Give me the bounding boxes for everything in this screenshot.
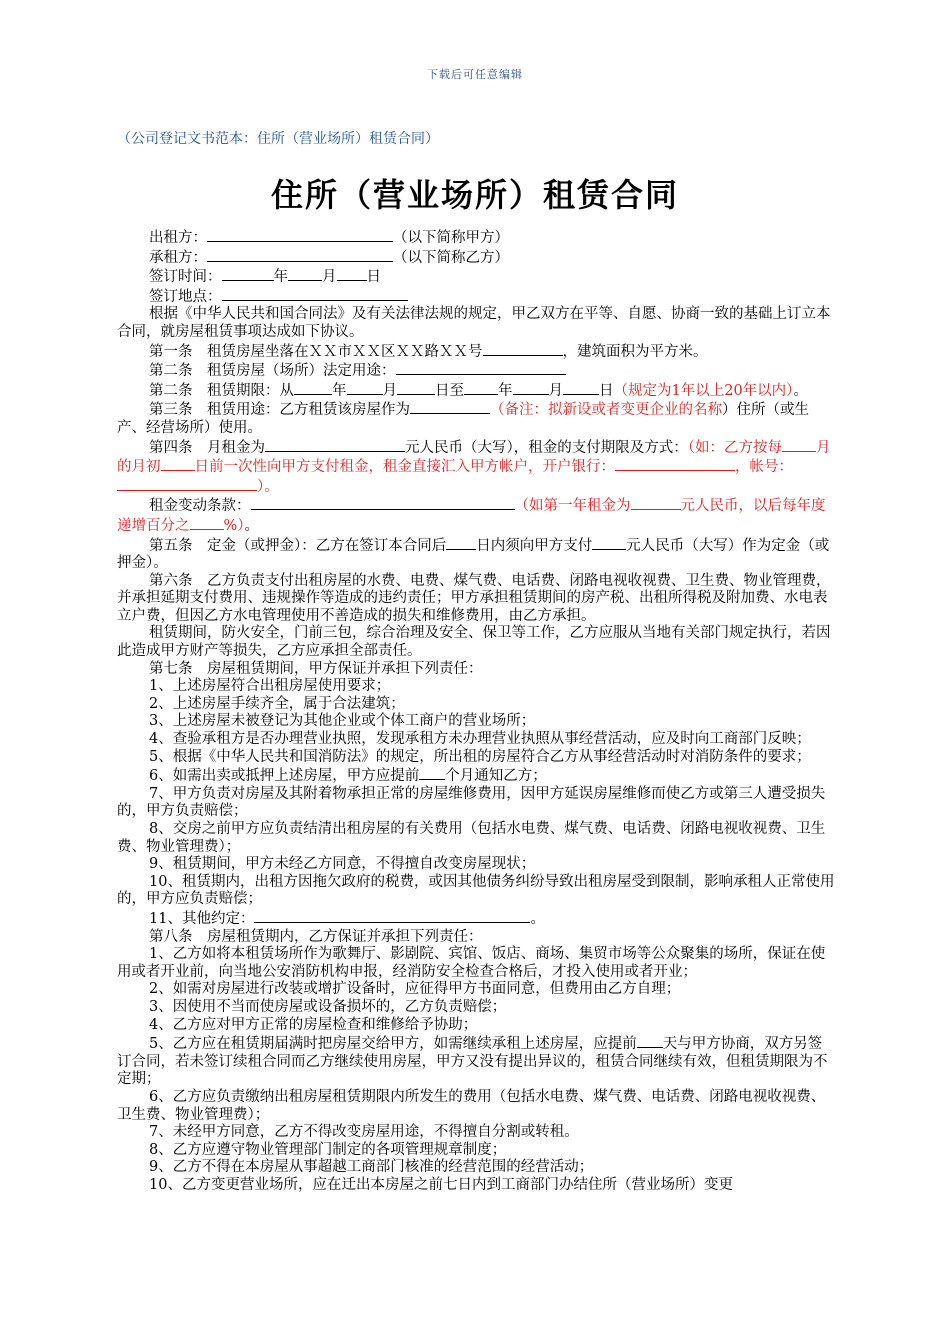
- rent-change-label: 租金变动条款：: [149, 498, 251, 515]
- month-label: 月: [322, 269, 337, 286]
- day-label: 日: [366, 269, 381, 286]
- rent-change-blank-3: [190, 516, 224, 530]
- rent-label: 第四条 月租金为: [149, 439, 265, 456]
- payment-note-4: ，帐号：: [735, 459, 793, 476]
- term-month-2: 月: [548, 382, 563, 399]
- list-item: 4、查验承租方是否办理营业执照，发现承租方未办理营业执照从事经营活动，应及时向工商部门反映；: [149, 731, 811, 748]
- lessor-label: 出租方：: [149, 230, 207, 246]
- lessor-line: [117, 228, 835, 248]
- rent-change: [117, 496, 835, 535]
- article-3-note: （备注：拟新设或者变更企业的名称: [490, 402, 722, 419]
- deposit-text-2: 日内须向甲方支付: [476, 537, 593, 554]
- term-blank-6: [563, 381, 599, 395]
- sign-time-line: [117, 267, 835, 287]
- contract-body: [117, 228, 835, 1194]
- term-day-1: 日至: [435, 382, 464, 399]
- month-blank: [288, 267, 322, 281]
- term-end: 。: [793, 382, 808, 399]
- term-blank-1: [294, 381, 332, 395]
- item-5-text-end: 天与甲方协商，双方另签订合同，若未签订续租合同而乙方继续使用房屋，甲方又没有提出异议的，租赁合同继续有效，但租赁期限为不定期；: [117, 1036, 828, 1088]
- account-blank: [117, 477, 257, 491]
- list-item: 4、乙方应对甲方正常的房屋检查和维修给予协助；: [149, 1016, 478, 1033]
- item-11-blank: [254, 909, 530, 923]
- article-2b: [117, 381, 835, 401]
- list-item: 2、如需对房屋进行改装或增扩设备时，应征得甲方书面同意，但费用由乙方自理；: [149, 981, 681, 998]
- deposit-blank-2: [592, 536, 626, 550]
- payment-note-3: 日前一次性向甲方支付租金，租金直接汇入甲方帐户，开户银行：: [194, 459, 615, 476]
- deposit-text-3: 元人民币（大写）作为定金（或押金）。: [117, 537, 830, 572]
- list-item: 9、租赁期间，甲方未经乙方同意，不得擅自改变房屋现状；: [149, 856, 536, 873]
- article-3-text-end: ）住所（或生产、经营场所）使用。: [117, 402, 809, 436]
- article-1-blank: [483, 342, 563, 356]
- list-item: [117, 1034, 835, 1089]
- article-3-blank: [410, 400, 490, 414]
- lessee-blank: [207, 248, 393, 262]
- rent-change-note-1: （如第一年租金为: [514, 498, 631, 515]
- list-item: 8、乙方应遵守物业管理部门制定的各项管理规章制度；: [149, 1141, 507, 1158]
- rent-blank: [265, 438, 405, 452]
- sign-place-line: [117, 287, 835, 307]
- item-5-blank: [637, 1034, 663, 1048]
- item-6-text: 6、如需出卖或抵押上述房屋，甲方应提前: [149, 768, 420, 785]
- lessee-line: [117, 248, 835, 268]
- document-title: 住所（营业场所）租赁合同: [270, 176, 679, 214]
- item-5-text: 5、乙方应在租赁期届满时把房屋交给甲方，如需继续承租上述房屋，应提前: [149, 1036, 637, 1053]
- list-item: [117, 909, 835, 929]
- list-item: 6、乙方应负责缴纳出租房屋租赁期限内所发生的费用（包括水电费、煤气费、电话费、闭路电视收视费、卫生费、物业管理费）；: [117, 1088, 826, 1123]
- article-7-head: 第七条 房屋租赁期间，甲方保证并承担下列责任：: [149, 660, 483, 677]
- article-8-head: 第八条 房屋租赁期内，乙方保证并承担下列责任：: [149, 928, 483, 945]
- article-1-text-end: ，建筑面积为平方米。: [562, 343, 708, 360]
- article-1-text: 第一条 租赁房屋坐落在ＸＸ市ＸＸ区ＸＸ路ＸＸ号: [149, 343, 483, 360]
- rent-change-blank: [251, 496, 515, 510]
- rent-change-note-2: 元人民币，以后每年度递增百分之: [117, 498, 826, 534]
- term-from-label: 第二条 租赁期限：从: [149, 382, 294, 399]
- payment-blank-1: [782, 438, 816, 452]
- item-6-blank: [419, 766, 445, 780]
- lessor-blank: [207, 228, 393, 242]
- rent-text: 元人民币（大写），租金的支付期限及方式：: [405, 439, 688, 456]
- term-blank-3: [397, 381, 435, 395]
- item-11-end: 。: [530, 910, 545, 927]
- article-2a-text: 第二条 租赁房屋（场所）法定用途：: [149, 363, 396, 380]
- term-year-1: 年: [332, 382, 347, 399]
- payment-note-2: 月的月初: [117, 439, 831, 476]
- term-blank-4: [464, 381, 498, 395]
- header-note: 下载后可任意编辑: [427, 68, 523, 81]
- list-item: 10、租赁期内，出租方因拖欠政府的税费，或因其他债务纠纷导致出租房屋受到限制，影响承租人正常使用的，甲方应负责赔偿；: [117, 873, 835, 908]
- rent-change-end: 。: [244, 517, 260, 534]
- term-month-1: 月: [382, 382, 397, 399]
- lessee-note: （以下简称乙方）: [393, 249, 509, 266]
- list-item: [117, 766, 835, 786]
- list-item: 2、上述房屋手续齐全，属于合法建筑；: [149, 695, 405, 712]
- term-blank-2: [347, 381, 383, 395]
- term-day-2: 日: [599, 382, 614, 399]
- article-4: [117, 438, 835, 497]
- list-item: 1、乙方如将本租赁场所作为歌舞厅、影剧院、宾馆、饭店、商场、集贸市场等公众聚集的场所，保证在使用或者开业前，向当地公安消防机构申报，经消防安全检查合格后，才投入使用或者开业；: [117, 946, 826, 980]
- item-11-text: 11、其他约定：: [149, 910, 255, 927]
- rent-change-note-3: %）: [223, 517, 245, 534]
- year-blank: [222, 267, 274, 281]
- item-6-text-end: 个月通知乙方；: [445, 768, 547, 785]
- deposit-blank-1: [446, 536, 476, 550]
- list-item: 1、上述房屋符合出租房屋使用要求；: [149, 678, 391, 695]
- payment-note-5: ）。: [257, 478, 279, 495]
- list-item: 7、甲方负责对房屋及其附着物承担正常的房屋维修费用，因甲方延误房屋维修而使乙方或第三人遭受损失的，甲方负责赔偿；: [117, 785, 826, 820]
- list-item: 9、乙方不得在本房屋从事超越工商部门核准的经营范围的经营活动；: [149, 1159, 594, 1176]
- rent-change-blank-2: [631, 496, 681, 510]
- intro-paragraph: 根据《中华人民共和国合同法》及有关法律法规的规定，甲乙双方在平等、自愿、协商一致的基础上订立本合同，就房屋租赁事项达成如下协议。: [117, 306, 831, 340]
- sign-place-label: 签订地点：: [149, 288, 222, 305]
- term-note: （规定为1年以上20年以内）: [613, 382, 794, 399]
- deposit-text-1: 第五条 定金（或押金）：乙方在签订本合同后: [149, 537, 447, 554]
- article-3-text: 第三条 租赁用途：乙方租赁该房屋作为: [149, 402, 410, 419]
- payment-note-1: （如：乙方按每: [687, 439, 782, 456]
- article-1: [117, 342, 835, 362]
- article-5: [117, 536, 835, 573]
- term-blank-5: [513, 381, 549, 395]
- article-6: 第六条 乙方负责支付出租房屋的水费、电费、煤气费、电话费、闭路电视收视费、卫生费、物业管理费，并承担延期支付费用、违规操作等造成的违约责任；甲方承担租赁期间的房产税、出租所得税及附加费、水电表立户费，但因乙方水电管理使用不善造成的损失和维修费用，由乙方承担。: [117, 572, 831, 624]
- article-2a: [117, 361, 835, 381]
- document-subtitle: （公司登记文书范本：住所（营业场所）租赁合同）: [117, 131, 439, 147]
- payment-blank-2: [161, 457, 195, 471]
- article-2a-blank: [396, 361, 566, 375]
- article-3: [117, 400, 835, 437]
- list-item: 7、未经甲方同意，乙方不得改变房屋用途，不得擅自分割或转租。: [149, 1124, 579, 1141]
- bank-blank: [615, 457, 735, 471]
- term-year-2: 年: [498, 382, 513, 399]
- list-item: 3、因使用不当而使房屋或设备损坏的，乙方负责赔偿；: [149, 998, 507, 1015]
- article-6b: 租赁期间，防火安全，门前三包，综合治理及安全、保卫等工作，乙方应服从当地有关部门规定执行，若因此造成甲方财产等损失，乙方应承担全部责任。: [117, 625, 831, 660]
- list-item: 8、交房之前甲方应负责结清出租房屋的有关费用（包括水电费、煤气费、电话费、闭路电视收视费、卫生费、物业管理费）；: [117, 821, 826, 855]
- lessor-note: （以下简称甲方）: [393, 230, 509, 246]
- day-blank: [337, 267, 367, 281]
- list-item: 5、根据《中华人民共和国消防法》的规定，所出租的房屋符合乙方从事经营活动时对消防条件的要求；: [149, 748, 811, 765]
- list-item: 10、乙方变更营业场所，应在迁出本房屋之前七日内到工商部门办结住所（营业场所）变更: [149, 1176, 733, 1193]
- sign-place-blank: [222, 287, 408, 301]
- list-item: 3、上述房屋未被登记为其他企业或个体工商户的营业场所；: [149, 713, 536, 730]
- sign-time-label: 签订时间：: [149, 269, 222, 286]
- lessee-label: 承租方：: [149, 249, 207, 266]
- year-label: 年: [273, 269, 288, 286]
